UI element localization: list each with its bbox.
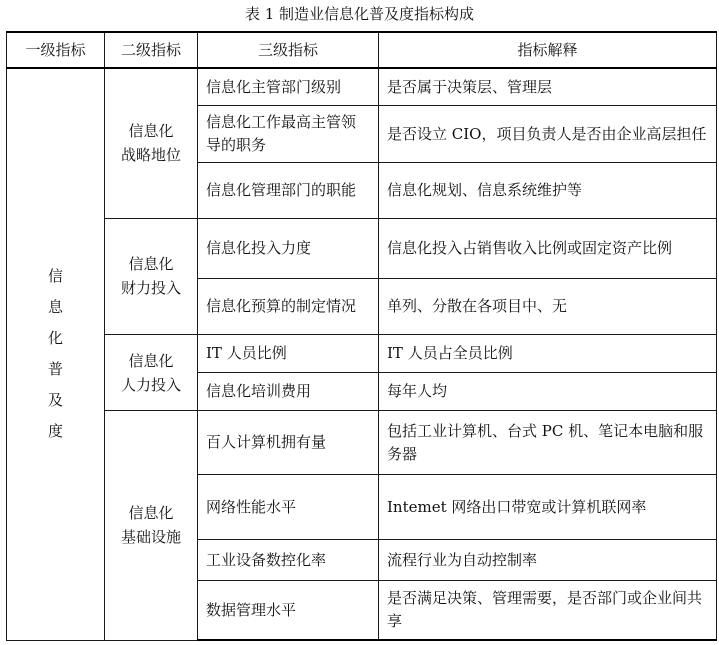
level2-line: 基础设施 xyxy=(120,528,181,547)
level3-cell: 信息化培训费用 xyxy=(198,372,379,411)
level2-finance xyxy=(105,218,198,335)
level2-line: 信息化 xyxy=(128,122,174,141)
level2-strategy xyxy=(105,68,198,218)
header-row xyxy=(7,32,717,68)
level2-human xyxy=(105,335,198,411)
explanation-cell: Intemet 网络出口带宽或计算机联网率 xyxy=(379,474,717,540)
indicator-table xyxy=(6,31,717,641)
explanation-cell: 是否设立 CIO，项目负责人是否由企业高层担任 xyxy=(379,106,717,163)
level3-cell: 工业设备数控化率 xyxy=(198,540,379,581)
header-level3: 三级指标 xyxy=(198,32,379,68)
level2-line: 信息化 xyxy=(128,351,174,370)
table-row xyxy=(7,218,717,278)
level1-indicator xyxy=(7,68,105,640)
level3-cell: 信息化主管部门级别 xyxy=(198,68,379,106)
level3-cell: 网络性能水平 xyxy=(198,474,379,540)
level3-cell: IT 人员比例 xyxy=(198,335,379,373)
level2-line: 财力投入 xyxy=(120,279,181,298)
level3-cell: 信息化工作最高主管领导的职务 xyxy=(198,106,379,163)
level3-cell: 信息化管理部门的职能 xyxy=(198,163,379,218)
level1-char: 普 xyxy=(47,360,63,379)
level3-cell: 百人计算机拥有量 xyxy=(198,411,379,475)
level2-infrastructure xyxy=(105,411,198,640)
explanation-cell: 流程行业为自动控制率 xyxy=(379,540,717,581)
level2-line: 人力投入 xyxy=(120,375,181,394)
header-level1: 一级指标 xyxy=(7,32,105,68)
level2-line: 战略地位 xyxy=(120,146,181,165)
table-caption: 表 1 制造业信息化普及度指标构成 xyxy=(244,5,475,23)
level1-char: 化 xyxy=(47,329,63,348)
explanation-cell: 信息化投入占销售收入比例或固定资产比例 xyxy=(379,218,717,278)
explanation-cell: 信息化规划、信息系统维护等 xyxy=(379,163,717,218)
table-row xyxy=(7,68,717,106)
level3-cell: 数据管理水平 xyxy=(198,581,379,640)
explanation-cell: 单列、分散在各项目中、无 xyxy=(379,278,717,334)
level3-cell: 信息化预算的制定情况 xyxy=(198,278,379,334)
header-level2: 二级指标 xyxy=(105,32,198,68)
level1-char: 信 xyxy=(47,267,63,286)
level2-line: 信息化 xyxy=(128,504,174,523)
level1-char: 及 xyxy=(47,391,63,410)
explanation-cell: IT 人员占全员比例 xyxy=(379,335,717,373)
level3-cell: 信息化投入力度 xyxy=(198,218,379,278)
explanation-cell: 是否属于决策层、管理层 xyxy=(379,68,717,106)
level1-char: 息 xyxy=(47,298,63,317)
explanation-cell: 每年人均 xyxy=(379,372,717,411)
table-row xyxy=(7,335,717,373)
header-explanation: 指标解释 xyxy=(379,32,717,68)
explanation-cell: 包括工业计算机、台式 PC 机、笔记本电脑和服务器 xyxy=(379,411,717,475)
explanation-cell: 是否满足决策、管理需要，是否部门或企业间共享 xyxy=(379,581,717,640)
level1-char: 度 xyxy=(47,422,63,441)
table-row xyxy=(7,411,717,475)
level2-line: 信息化 xyxy=(128,255,174,274)
